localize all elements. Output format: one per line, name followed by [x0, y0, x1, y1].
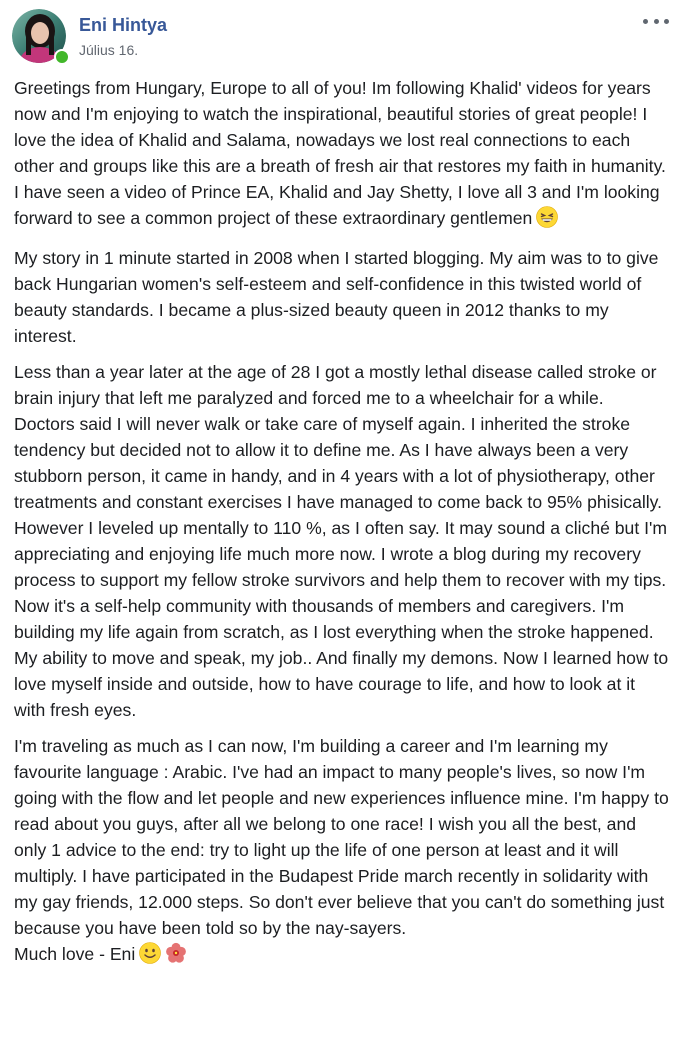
post-timestamp[interactable]: Július 16. [79, 42, 139, 58]
slightly-smiling-face-emoji [139, 942, 161, 971]
post-signoff-text: Much love - Eni [14, 944, 136, 964]
post-paragraph-2: My story in 1 minute started in 2008 when I started blogging. My aim was to to give back Hungarian women's self-esteem and self-confidence in this twisted world of beauty standards. I became a plus-sized beauty queen in 2012 thanks to my interest. [14, 248, 659, 346]
more-dot [643, 19, 648, 24]
more-dot [664, 19, 669, 24]
post-signoff [14, 941, 669, 971]
author-name[interactable]: Eni Hintya [79, 15, 168, 35]
online-status-indicator [54, 49, 70, 65]
more-options-icon[interactable] [643, 11, 669, 31]
author-avatar[interactable] [12, 9, 66, 63]
post-header [12, 9, 669, 65]
grinning-squinting-face-emoji [536, 206, 558, 235]
post-body [14, 75, 669, 971]
more-dot [654, 19, 659, 24]
post-paragraph-1-text: Greetings from Hungary, Europe to all of you! Im following Khalid' videos for years now and I'm enjoying to watch the inspirational, beautiful stories of great people! I love the idea of Khalid and Salama, nowadays we lost real connections to each other and groups like this are a breath of fresh air that restores my faith in humanity. I have seen a video of Prince EA, Khalid and Jay Shetty, I love all 3 and I'm looking forward to see a common project of these extraordinary gentlemen [14, 78, 666, 228]
post-paragraph-4: I'm traveling as much as I can now, I'm building a career and I'm learning my favourite language : Arabic. I've had an impact to many people's lives, so now I'm going with the flow and let people and new experiences influence mine. I'm happy to read about you guys, after all we belong to one race! I wish you all the best, and only 1 advice to the end: try to light up the life of one person at least and it will multiply. I have participated in the Budapest Pride march recently in solidarity with my gay friends, 12.000 steps. So don't ever believe that you can't do something just because you have been told so by the nay-sayers. [14, 736, 669, 938]
hibiscus-flower-emoji [165, 942, 187, 971]
post-paragraph-3: Less than a year later at the age of 28 I got a mostly lethal disease called stroke or brain injury that left me paralyzed and forced me to a wheelchair for a while. Doctors said I will never walk or take care of myself again. I inherited the stroke tendency but decided not to allow it to define me. As I have always been a very stubborn person, it came in handy, and in 4 years with a lot of physiotherapy, other treatments and constant exercises I have managed to come back to 95% phisically. However I leveled up mentally to 110 %, as I often say. It may sound a cliché but I'm appreciating and enjoying life much more now. I wrote a blog during my recovery process to support my fellow stroke survivors and help them to recover with my tips. Now it's a self-help community with thousands of members and caregivers. I'm building my life again from scratch, as I lost everything when the stroke happened. My ability to move and speak, my job.. And finally my demons. Now I learned how to love myself inside and outside, how to have courage to life, and how to look at it with fresh eyes. [14, 362, 669, 720]
post-paragraph-1 [14, 75, 669, 235]
